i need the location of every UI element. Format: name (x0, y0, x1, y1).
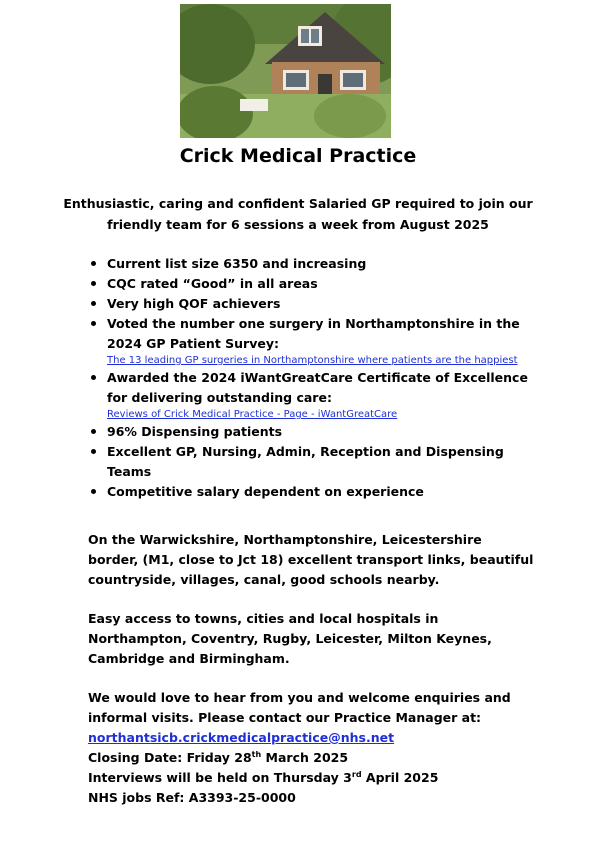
list-item: Competitive salary dependent on experience (88, 482, 528, 502)
list-item: Excellent GP, Nursing, Admin, Reception and Dispensing Teams (88, 442, 528, 482)
job-reference: NHS jobs Ref: A3393-25-0000 (88, 790, 296, 805)
list-item: Very high QOF achievers (88, 294, 528, 314)
contact-text: We would love to hear from you and welcome enquiries and informal visits. Please contact our Practice Manager at: (88, 690, 511, 725)
survey-link[interactable]: The 13 leading GP surgeries in Northamptonshire where patients are the happiest (107, 355, 518, 366)
list-item: CQC rated “Good” in all areas (88, 274, 528, 294)
contact-section (88, 688, 536, 808)
closing-date: Closing Date: Friday 28th March 2025 (88, 749, 349, 765)
interview-date: Interviews will be held on Thursday 3rd April 2025 (88, 769, 439, 785)
list-item: Awarded the 2024 iWantGreatCare Certificate of Excellence for delivering outstanding care: Reviews of Crick Medical Practice - Page - iWantGreatCare (88, 368, 528, 422)
highlights-list (88, 254, 528, 502)
page-title: Crick Medical Practice (179, 145, 417, 167)
reviews-link[interactable]: Reviews of Crick Medical Practice - Page - iWantGreatCare (107, 409, 398, 420)
location-paragraph: On the Warwickshire, Northamptonshire, Leicestershire border, (M1, close to Jct 18) excellent transport links, beautiful countryside, villages, canal, good schools nearby. (88, 532, 534, 587)
practice-building-photo (180, 4, 391, 138)
list-item: 96% Dispensing patients (88, 422, 528, 442)
intro-text: Enthusiastic, caring and confident Salaried GP required to join our friendly team for 6 sessions a week from August 2025 (63, 196, 533, 232)
access-paragraph: Easy access to towns, cities and local hospitals in Northampton, Coventry, Rugby, Leicester, Milton Keynes, Cambridge and Birmingham. (88, 611, 492, 666)
list-item: Voted the number one surgery in Northamptonshire in the 2024 GP Patient Survey: The 13 leading GP surgeries in Northamptonshire where patients are the happiest (88, 314, 528, 368)
list-item: Current list size 6350 and increasing (88, 254, 528, 274)
email-link[interactable]: northantsicb.crickmedicalpractice@nhs.net (88, 730, 395, 745)
